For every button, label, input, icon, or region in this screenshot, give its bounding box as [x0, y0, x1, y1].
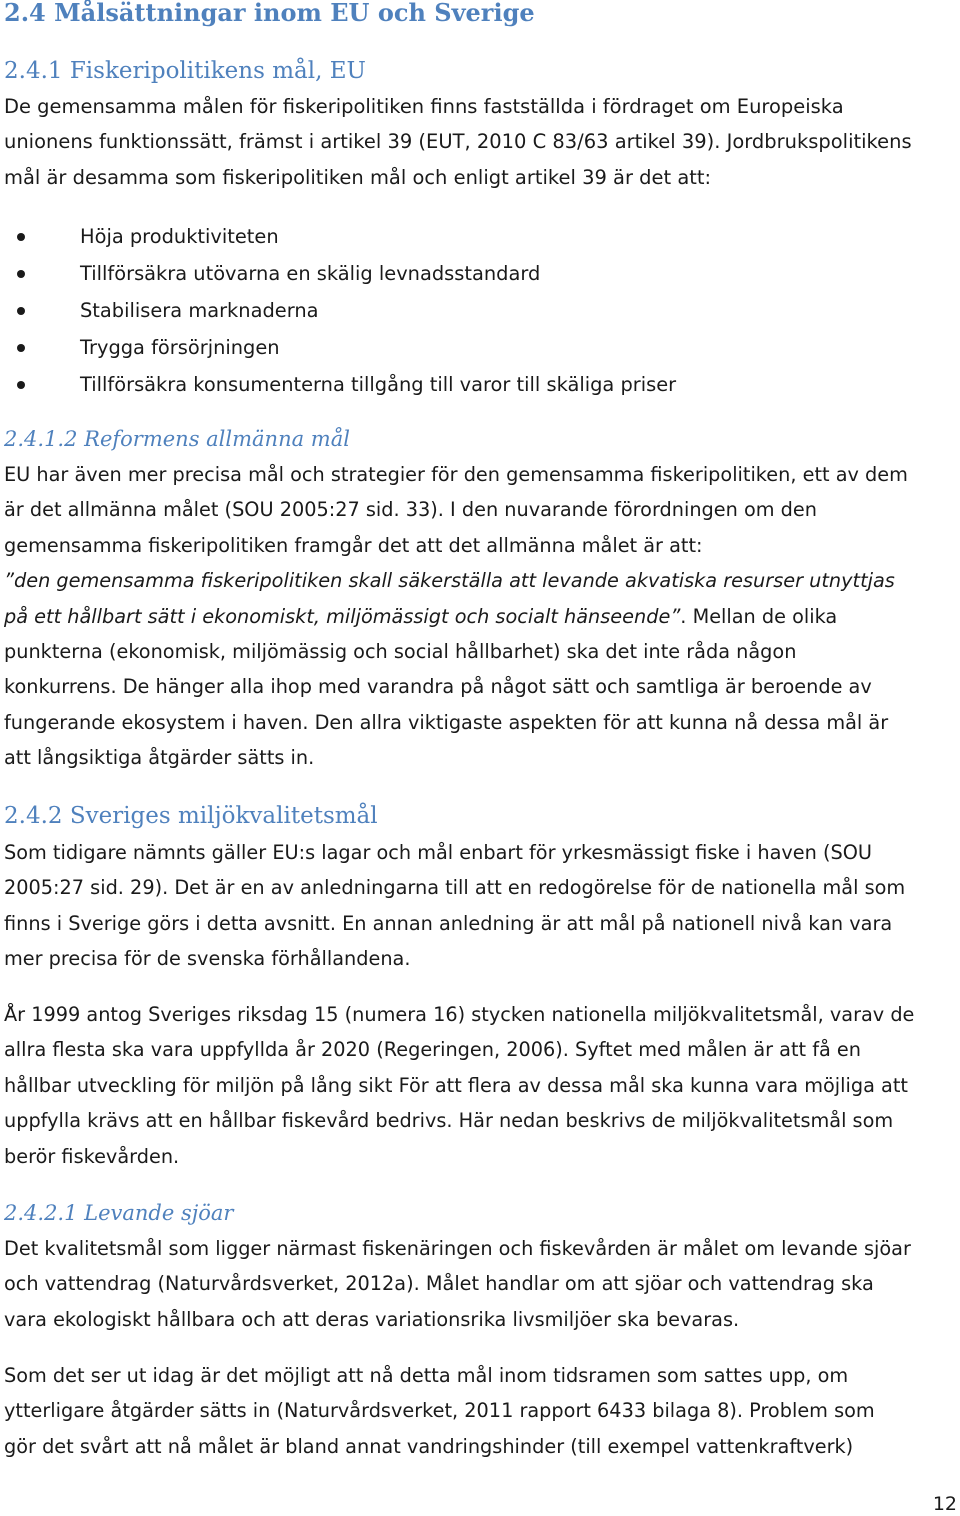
text-line: allra flesta ska vara uppfyllda år 2020 (Regeringen, 2006). Syftet med målen är att få en [4, 1038, 862, 1062]
text-line: ytterligare åtgärder sätts in (Naturvårdsverket, 2011 rapport 6433 bilaga 8). Problem som [4, 1399, 875, 1423]
text-line: finns i Sverige görs i detta avsnitt. En annan anledning är att mål på nationell nivå kan vara [4, 911, 893, 935]
text-line: gör det svårt att nå målet är bland annat vandringshinder (till exempel vattenkraftverk) [4, 1434, 854, 1458]
text-line [4, 563, 895, 598]
heading-2-4: 2.4 Målsättningar inom EU och Sverige [4, 0, 535, 27]
text-line: gemensamma fiskeripolitiken framgår det att det allmänna målet är att: [4, 533, 703, 557]
bullet-icon [17, 307, 25, 315]
text-line: vara ekologiskt hållbara och att deras variationsrika livsmiljöer ska bevaras. [4, 1307, 740, 1331]
text-line: fungerande ekosystem i haven. Den allra viktigaste aspekten för att kunna nå dessa mål är [4, 710, 889, 734]
text-line [4, 599, 837, 634]
paragraph-eu-lagar [4, 835, 960, 977]
list-item [0, 218, 676, 255]
paragraph-reformens-mal [4, 457, 960, 776]
text-line: och vattendrag (Naturvårdsverket, 2012a). Målet handlar om att sjöar och vattendrag ska [4, 1272, 874, 1296]
text-line: De gemensamma målen för fiskeripolitiken finns fastställda i fördraget om Europeiska [4, 95, 844, 118]
text-line: berör fiskevården. [4, 1144, 180, 1168]
bullet-icon [17, 344, 25, 352]
heading-2-4-2: 2.4.2 Sveriges miljökvalitetsmål [4, 803, 378, 829]
quote-text: på ett hållbart sätt i ekonomiskt, miljömässigt och socialt hänseende” [4, 604, 681, 628]
text-line: att långsiktiga åtgärder sätts in. [4, 746, 315, 770]
list-item-text: Trygga försörjningen [80, 336, 280, 359]
page-number: 12 [932, 1493, 957, 1515]
heading-2-4-1-2: 2.4.1.2 Reformens allmänna mål [4, 427, 350, 451]
list-item-text: Höja produktiviteten [80, 225, 279, 248]
heading-2-4-1: 2.4.1 Fiskeripolitikens mål, EU [4, 58, 366, 84]
text-line: uppfylla krävs att en hållbar fiskevård bedrivs. Här nedan beskrivs de miljökvalitetsmål som [4, 1109, 894, 1133]
text-line: Det kvalitetsmål som ligger närmast fiskenäringen och fiskevården är målet om levande sjöar [4, 1237, 911, 1260]
text-line: unionens funktionssätt, främst i artikel 39 (EUT, 2010 C 83/63 artikel 39). Jordbrukspolitikens [4, 130, 912, 154]
text-line: konkurrens. De hänger alla ihop med varandra på något sätt och samtliga är beroende av [4, 675, 872, 699]
list-item-text: Tillförsäkra konsumenterna tillgång till varor till skäliga priser [80, 373, 677, 396]
text-line: EU har även mer precisa mål och strategier för den gemensamma fiskeripolitiken, ett av dem [4, 463, 908, 486]
text-line: 2005:27 sid. 29). Det är en av anledningarna till att en redogörelse för de nationella mål som [4, 876, 906, 900]
paragraph-riksdag [4, 997, 960, 1174]
bullet-icon [17, 381, 25, 389]
list-item [0, 292, 676, 329]
list-item [0, 255, 676, 292]
list-item [0, 329, 676, 366]
text-line: hållbar utveckling för miljön på lång sikt För att flera av dessa mål ska kunna vara möjliga att [4, 1073, 908, 1097]
heading-2-4-2-1: 2.4.2.1 Levande sjöar [4, 1201, 234, 1225]
bullet-icon [17, 233, 25, 241]
list-item [0, 366, 676, 403]
text-line: Som det ser ut idag är det möjligt att nå detta mål inom tidsramen som sattes upp, om [4, 1364, 849, 1387]
text-line: År 1999 antog Sveriges riksdag 15 (numera 16) stycken nationella miljökvalitetsmål, varav de [4, 1003, 915, 1026]
text-fragment: . Mellan de olika [680, 604, 838, 628]
text-line: Som tidigare nämnts gäller EU:s lagar och mål enbart för yrkesmässigt fiske i haven (SOU [4, 841, 873, 864]
goal-bullet-list [0, 218, 676, 403]
text-line: punkterna (ekonomisk, miljömässig och social hållbarhet) ska det inte råda någon [4, 640, 797, 664]
list-item-text: Tillförsäkra utövarna en skälig levnadsstandard [80, 262, 541, 285]
paragraph-levande-sjoar [4, 1231, 960, 1337]
paragraph-tidsram [4, 1358, 960, 1464]
quote-text: ”den gemensamma fiskeripolitiken skall säkerställa att levande akvatiska resurser utnyttjas [4, 569, 895, 593]
paragraph-fiskeripolitik [4, 89, 960, 195]
bullet-icon [17, 270, 25, 278]
text-line: är det allmänna målet (SOU 2005:27 sid. 33). I den nuvarande förordningen om den [4, 498, 817, 522]
text-line: mer precisa för de svenska förhållandena. [4, 947, 411, 971]
list-item-text: Stabilisera marknaderna [80, 299, 319, 322]
text-line: mål är desamma som fiskeripolitiken mål och enligt artikel 39 är det att: [4, 165, 712, 189]
